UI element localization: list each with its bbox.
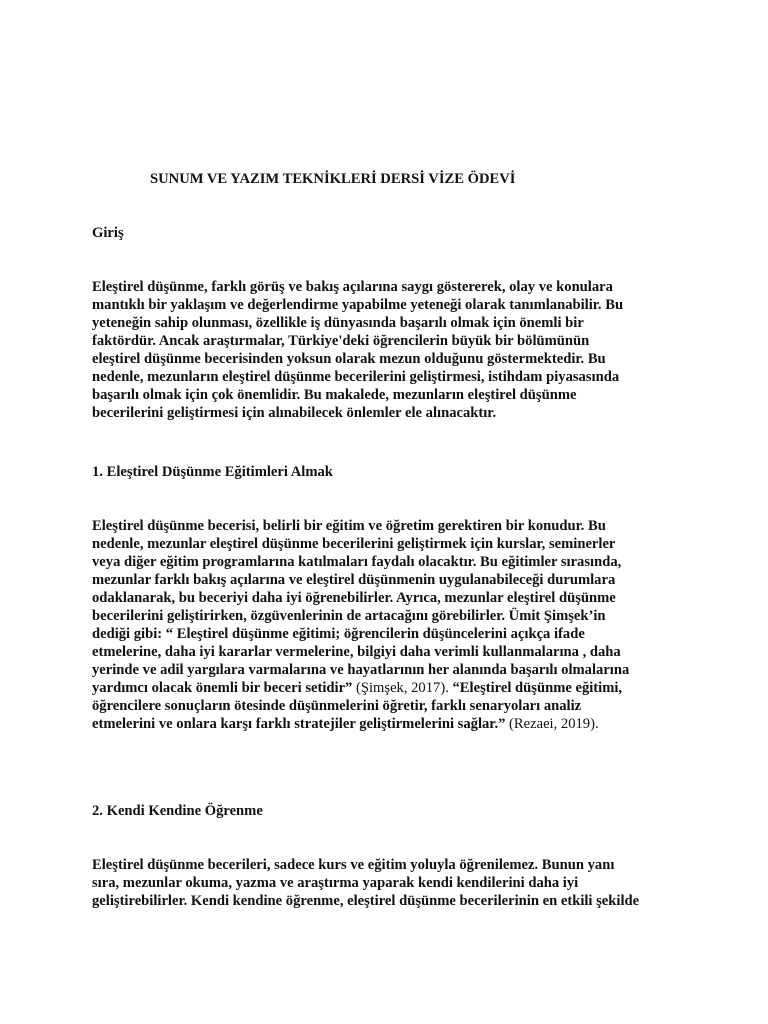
paragraph-line: nedenle, mezunlar eleştirel düşünme becerilerini geliştirmek için kurslar, seminerler <box>92 536 616 552</box>
citation: (Şimşek, 2017). <box>352 680 453 696</box>
paragraph-line: faktördür. Ancak araştırmalar, Türkiye'deki öğrencilerin büyük bir bölümünün <box>92 333 590 349</box>
paragraph-line: geliştirebilirler. Kendi kendine öğrenme, eleştirel düşünme becerilerinin en etkili şekilde <box>92 893 640 909</box>
quote-text: etmelerini ve onlara karşı farklı stratejiler geliştirmelerini sağlar.” <box>92 716 506 732</box>
paragraph-line: nedenle, mezunların eleştirel düşünme becerilerini geliştirmesi, istihdam piyasasında <box>92 369 620 385</box>
paragraph-line: Eleştirel düşünme becerisi, belirli bir eğitim ve öğretim gerektiren bir konudur. Bu <box>92 518 606 534</box>
paragraph-line: yeteneğin sahip olunması, özellikle iş dünyasında başarılı olmak için önemli bir <box>92 315 584 331</box>
intro-heading: Giriş <box>92 225 124 241</box>
paragraph-line <box>92 715 692 733</box>
paragraph-line: Eleştirel düşünme becerileri, sadece kurs ve eğitim yoluyla öğrenilemez. Bunun yanı <box>92 857 615 873</box>
paragraph-line: becerilerini geliştirirken, özgüvenlerinin de artacağını görebilirler. Ümit Şimşek’in <box>92 608 606 624</box>
paragraph-line: mantıklı bir yaklaşım ve değerlendirme yapabilme yeteneği olarak tanımlanabilir. Bu <box>92 297 624 313</box>
quote-text: “Eleştirel düşünme eğitimi, <box>452 680 623 696</box>
quote-text: yardımcı olacak önemli bir beceri setidir” <box>92 680 353 696</box>
paragraph-line: veya diğer eğitim programlarına katılmaları faydalı olacaktır. Bu eğitimler sırasında, <box>92 554 622 570</box>
paragraph-line: odaklanarak, bu beceriyi daha iyi öğrenebilirler. Ayrıca, mezunlar eleştirel düşünme <box>92 590 616 606</box>
paragraph-line <box>92 679 692 697</box>
paragraph-line: yerinde ve adil yargılara varmalarına ve hayatlarının her alanında başarılı olmalarına <box>92 662 630 678</box>
section1-heading: 1. Eleştirel Düşünme Eğitimleri Almak <box>92 464 333 480</box>
section1-paragraph <box>92 517 692 733</box>
paragraph-line: başarılı olmak için çok önemlidir. Bu makalede, mezunların eleştirel düşünme <box>92 387 577 403</box>
citation: (Rezaei, 2019). <box>505 716 599 732</box>
paragraph-line: etmelerine, daha iyi kararlar vermelerine, bilgiyi daha verimli kullanmalarına , daha <box>92 644 621 660</box>
paragraph-line: sıra, mezunlar okuma, yazma ve araştırma yaparak kendi kendilerini daha iyi <box>92 875 579 891</box>
paragraph-line: öğrencilere sonuçların ötesinde düşünmelerini öğretir, farklı senaryoları analiz <box>92 698 582 714</box>
intro-paragraph <box>92 278 692 422</box>
paragraph-line: Eleştirel düşünme, farklı görüş ve bakış açılarına saygı göstererek, olay ve konulara <box>92 279 613 295</box>
section2-heading: 2. Kendi Kendine Öğrenme <box>92 803 263 819</box>
paragraph-line: eleştirel düşünme becerisinden yoksun olarak mezun olduğunu göstermektedir. Bu <box>92 351 606 367</box>
paragraph-line: dediği gibi: “ Eleştirel düşünme eğitimi; öğrencilerin düşüncelerini açıkça ifade <box>92 626 585 642</box>
section2-paragraph <box>92 856 692 910</box>
paragraph-line: mezunlar farklı bakış açılarına ve eleştirel düşünmenin uygulanabileceği durumlara <box>92 572 616 588</box>
paragraph-line: becerilerini geliştirmesi için alınabilecek önlemler ele alınacaktır. <box>92 405 497 421</box>
document-title: SUNUM VE YAZIM TEKNİKLERİ DERSİ VİZE ÖDEVİ <box>150 171 516 187</box>
